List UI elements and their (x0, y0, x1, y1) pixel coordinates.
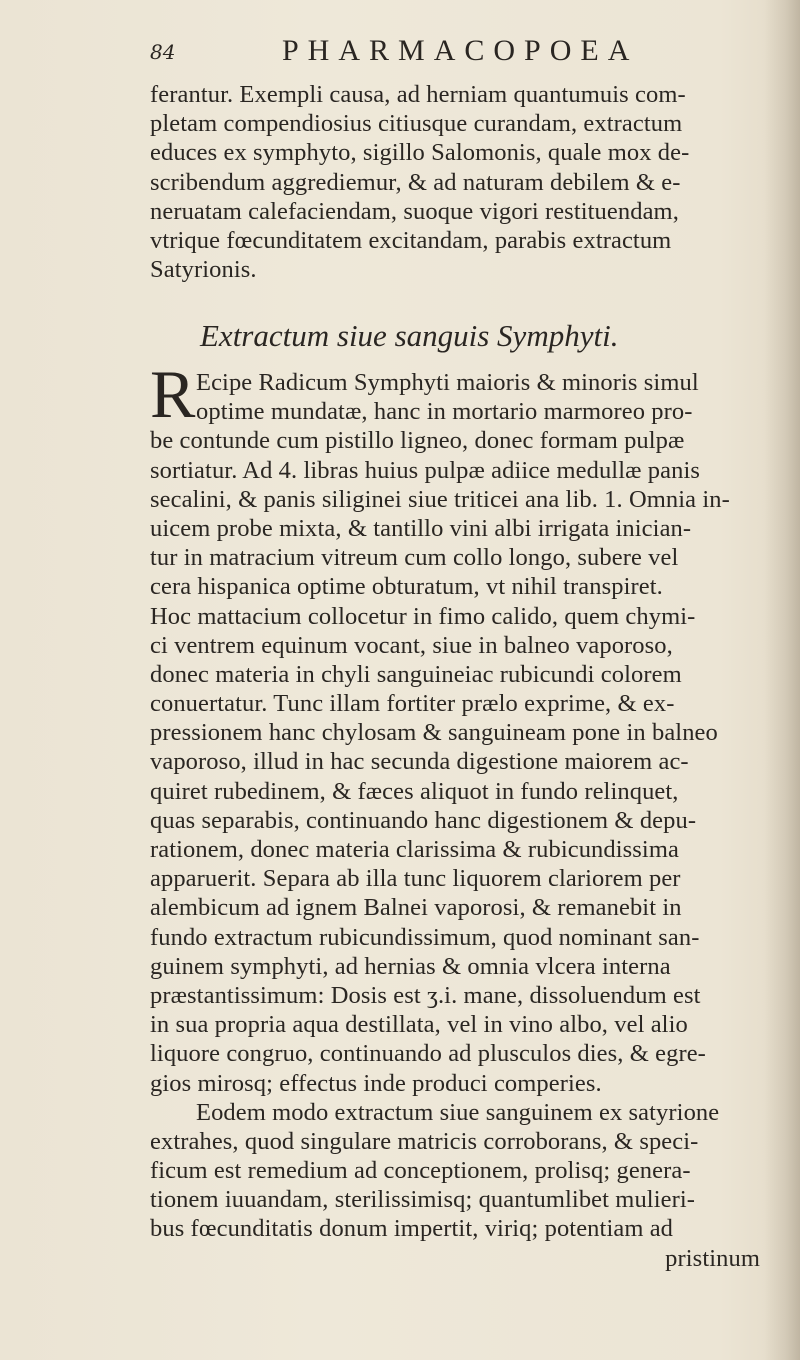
page-number: 84 (150, 40, 176, 64)
recipe-paragraph (150, 368, 780, 1273)
text-line: alembicum ad ignem Balnei vaporosi, & remanebit in (150, 894, 682, 922)
text-line: extrahes, quod singulare matricis corroborans, & speci- (150, 1127, 699, 1155)
text-line: Hoc mattacium collocetur in fimo calido, quem chymi- (150, 602, 696, 630)
text-line: fundo extractum rubicundissimum, quod nominant san- (150, 923, 700, 951)
text-line: neruatam calefaciendam, suoque vigori restituendam, (150, 197, 679, 225)
text-line: bus fœcunditatis donum impertit, viriq; potentiam ad (150, 1215, 674, 1243)
text-line: gios mirosq; effectus inde produci comperies. (150, 1069, 602, 1097)
section-heading: Extractum siue sanguis Symphyti. (200, 318, 619, 353)
text-line: uicem probe mixta, & tantillo vini albi irrigata inician- (150, 514, 692, 542)
text-line: quiret rubedinem, & fæces aliquot in fundo relinquet, (150, 777, 679, 805)
text-line: Ecipe Radicum Symphyti maioris & minoris simul (196, 369, 699, 396)
text-line: scribendum aggrediemur, & ad naturam debilem & e- (150, 168, 681, 196)
text-line: in sua propria aqua destillata, vel in vino albo, vel alio (150, 1011, 688, 1039)
text-line: be contunde cum pistillo ligneo, donec formam pulpæ (150, 427, 685, 455)
text-line: sortiatur. Ad 4. libras huius pulpæ adiice medullæ panis (150, 456, 700, 484)
text-line: guinem symphyti, ad hernias & omnia vlcera interna (150, 952, 671, 980)
page-header (150, 34, 750, 74)
text-line: optime mundatæ, hanc in mortario marmoreo pro- (196, 398, 693, 426)
text-line: tionem iuuandam, sterilissimisq; quantumlibet mulieri- (150, 1186, 696, 1214)
text-line: ci ventrem equinum vocant, siue in balneo vaporoso, (150, 631, 673, 659)
text-line: vtrique fœcunditatem excitandam, parabis extractum (150, 226, 672, 254)
text-line: Satyrionis. (150, 256, 257, 284)
text-line: conuertatur. Tunc illam fortiter prælo exprime, & ex- (150, 690, 675, 718)
drop-cap-initial: R (150, 356, 196, 432)
text-line: secalini, & panis siliginei siue triticei ana lib. 1. Omnia in- (150, 485, 730, 513)
text-line: pressionem hanc chylosam & sanguineam pone in balneo (150, 719, 718, 747)
text-line: vaporoso, illud in hac secunda digestione maiorem ac- (150, 748, 689, 776)
text-line: liquore congruo, continuando ad plusculos dies, & egre- (150, 1040, 706, 1068)
text-line: apparuerit. Separa ab illa tunc liquorem clariorem per (150, 865, 681, 893)
text-line: rationem, donec materia clarissima & rubicundissima (150, 836, 679, 863)
text-line: quas separabis, continuando hanc digestionem & depu- (150, 806, 697, 834)
text-line: Eodem modo extractum siue sanguinem ex satyrione (196, 1098, 720, 1126)
text-line: cera hispanica optime obturatum, vt nihil transpiret. (150, 573, 663, 601)
text-line: donec materia in chyli sanguineiac rubicundi colorem (150, 660, 682, 688)
text-line: educes ex symphyto, sigillo Salomonis, quale mox de- (150, 139, 690, 167)
text-line: ficum est remedium ad conceptionem, prolisq; genera- (150, 1157, 691, 1185)
text-line: ferantur. Exempli causa, ad herniam quantumuis com- (150, 81, 686, 108)
running-title: PHARMACOPOEA (282, 34, 639, 67)
text-line: pletam compendiosius citiusque curandam, extractum (150, 110, 683, 138)
opening-paragraph (150, 80, 780, 284)
text-line: tur in matracium vitreum cum collo longo, subere vel (150, 544, 679, 572)
text-line: præstantissimum: Dosis est ʒ.i. mane, dissoluendum est (150, 981, 701, 1009)
catchword: pristinum (665, 1244, 760, 1272)
